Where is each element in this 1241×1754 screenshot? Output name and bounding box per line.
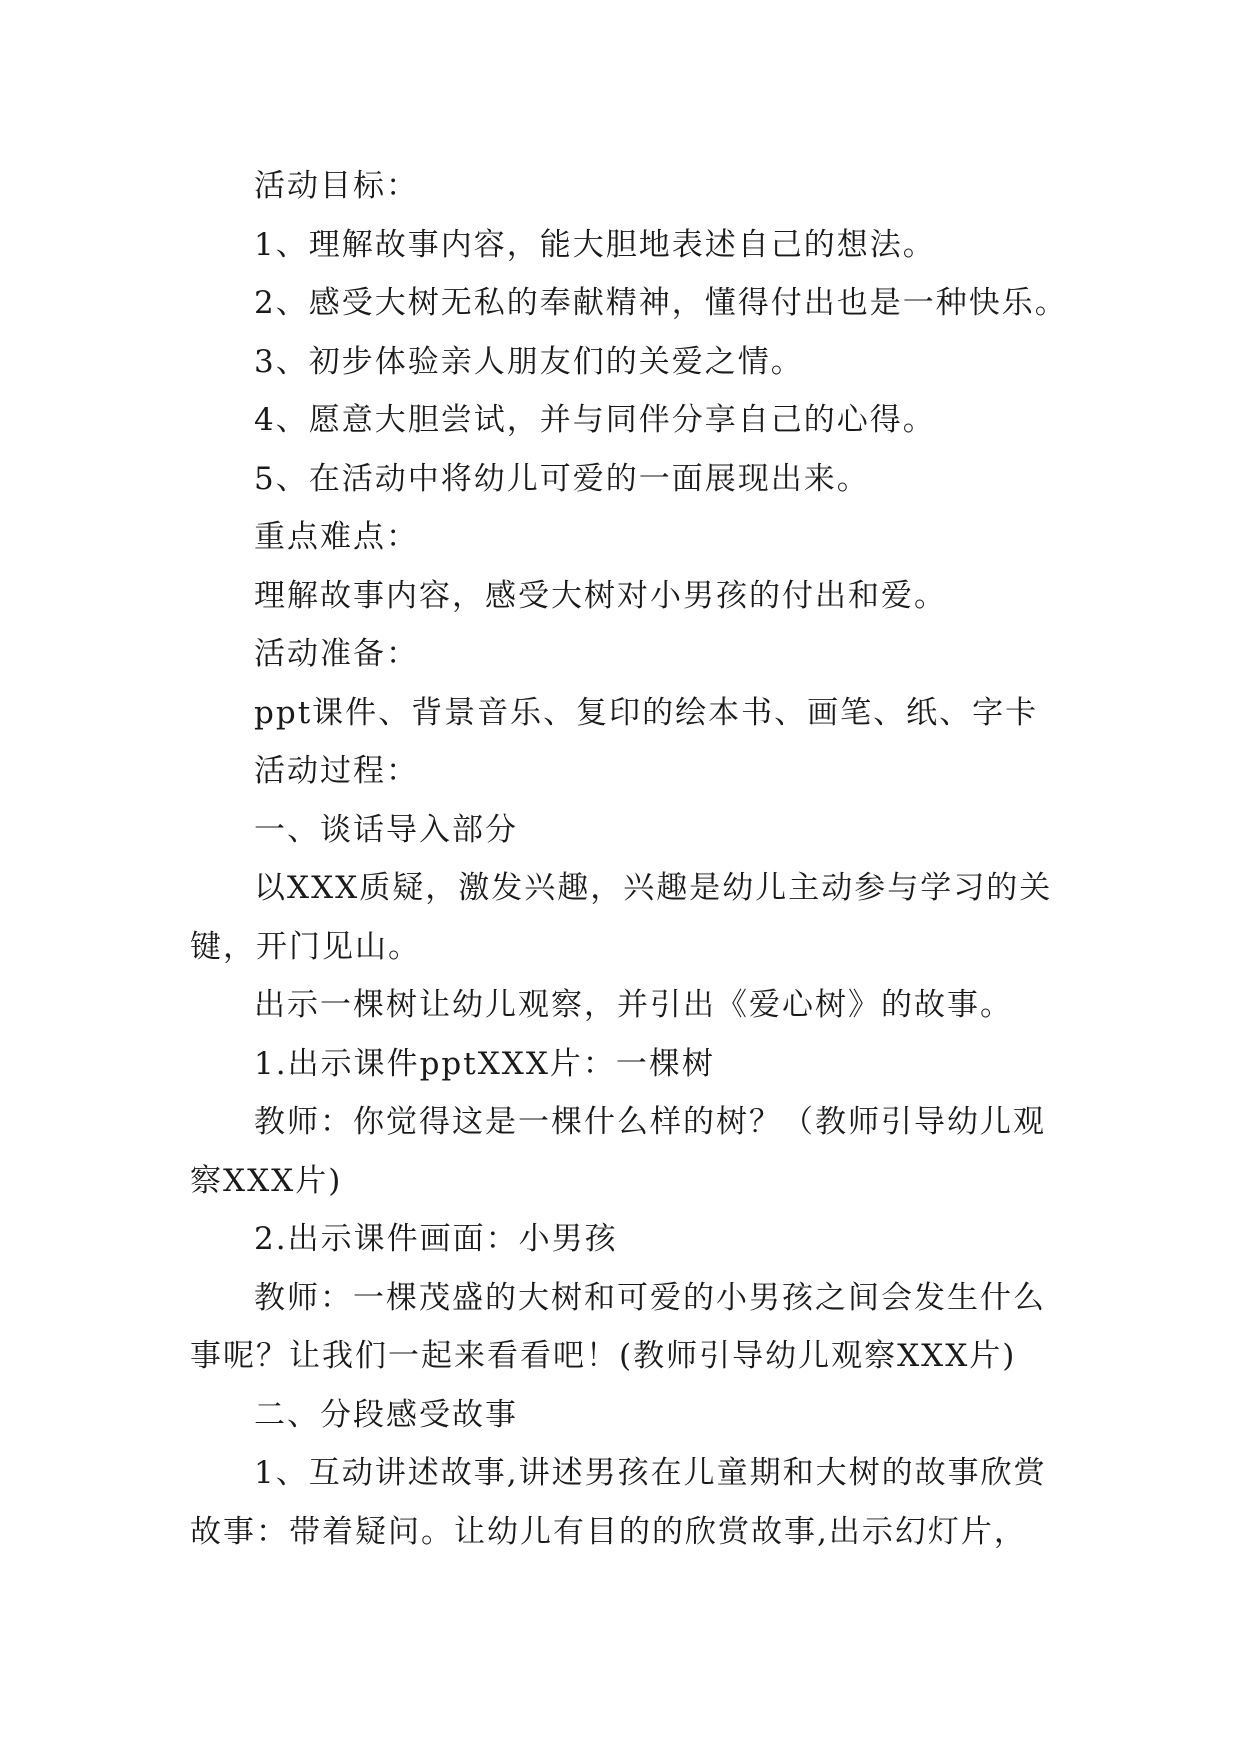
step-1: 1.出示课件pptXXX片：一棵树	[254, 1045, 715, 1082]
teacher-question-1: 教师：你觉得这是一棵什么样的树？（教师引导幼儿观察XXX片)	[190, 1104, 1046, 1199]
heading-key-points: 重点难点：	[254, 519, 419, 555]
section-heading-intro: 一、谈话导入部分	[254, 811, 518, 848]
intro-paragraph-2: 出示一棵树让幼儿观察，并引出《爱心树》的故事。	[254, 987, 1013, 1023]
heading-activity-goals: 活动目标：	[254, 168, 419, 204]
document-body	[190, 157, 1070, 1561]
section-heading-story: 二、分段感受故事	[254, 1396, 518, 1433]
goal-item-1: 1、理解故事内容，能大胆地表述自己的想法。	[254, 226, 936, 263]
heading-process: 活动过程：	[254, 753, 419, 789]
key-points-text: 理解故事内容，感受大树对小男孩的付出和爱。	[254, 577, 947, 614]
intro-paragraph-1: 以XXX质疑，激发兴趣，兴趣是幼儿主动参与学习的关键，开门见山。	[190, 870, 1053, 965]
teacher-question-2: 教师：一棵茂盛的大树和可爱的小男孩之间会发生什么事呢？让我们一起来看看吧！(教师引导幼儿观察XXX片)	[190, 1279, 1046, 1374]
goal-item-5: 5、在活动中将幼儿可爱的一面展现出来。	[254, 460, 870, 497]
story-paragraph-1: 1、互动讲述故事,讲述男孩在儿童期和大树的故事欣赏故事：带着疑问。让幼儿有目的的欣赏故事,出示幻灯片，	[190, 1455, 1047, 1550]
step-2: 2.出示课件画面：小男孩	[254, 1221, 618, 1257]
preparation-text: ppt课件、背景音乐、复印的绘本书、画笔、纸、字卡	[254, 694, 1039, 731]
goal-item-3: 3、初步体验亲人朋友们的关爱之情。	[254, 343, 804, 380]
goal-item-4: 4、愿意大胆尝试，并与同伴分享自己的心得。	[254, 402, 936, 438]
heading-preparation: 活动准备：	[254, 636, 419, 672]
goal-item-2: 2、感受大树无私的奉献精神，懂得付出也是一种快乐。	[254, 285, 1068, 321]
